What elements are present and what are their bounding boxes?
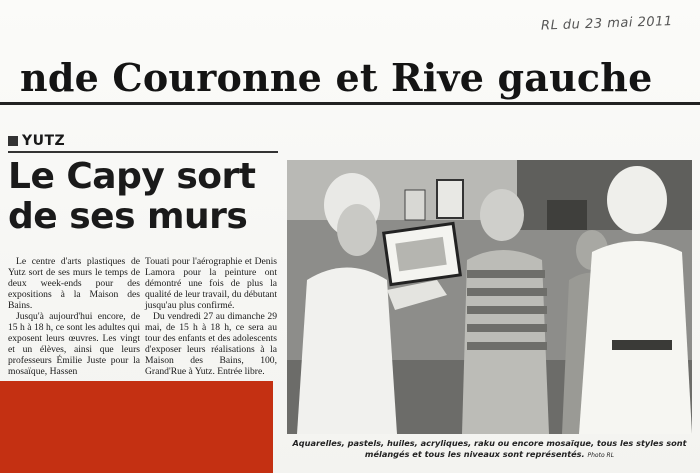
- article-column-2: [145, 256, 277, 377]
- paragraph: Le centre d'arts plastiques de Yutz sort de ses murs le temps de deux week-ends pour des expositions à la Maison des Bains.: [8, 256, 140, 311]
- rubric: [8, 133, 65, 149]
- red-overlay-block: [0, 381, 273, 473]
- rubric-rule: [8, 151, 278, 153]
- rubric-square-icon: [8, 136, 18, 146]
- photo-credit: Photo RL: [587, 452, 615, 459]
- photo-illustration: [287, 160, 692, 434]
- paragraph: Touati pour l'aérographie et Denis Lamora pour la peinture ont démontré une fois de plus la qualité de leur travail, du débutant jusqu'au plus confirmé.: [145, 256, 277, 311]
- article-column-1: [8, 256, 140, 377]
- rubric-label: YUTZ: [22, 133, 66, 149]
- paragraph: Jusqu'à aujourd'hui encore, de 15 h à 18 h, ce sont les adultes qui exposent leurs œuvres. Les vingt et un élèves, ainsi que leurs professeurs Émilie Juste pour la mosaïque, Hassen: [8, 311, 140, 377]
- headline-line-2: de ses murs: [8, 196, 248, 237]
- caption-text: Aquarelles, pastels, huiles, acryliques, raku ou encore mosaïque, tous les styles sont mélangés et tous les niveaux sont représentés.: [292, 438, 687, 459]
- banner-rule: [0, 102, 700, 105]
- article-headline: [8, 157, 278, 237]
- article-photo: [287, 160, 692, 434]
- paragraph: Du vendredi 27 au dimanche 29 mai, de 15 h à 18 h, ce sera au tour des enfants et des adolescents d'exposer leurs réalisations à la Maison des Bains, 100, Grand'Rue à Yutz. Entrée libre.: [145, 311, 277, 377]
- photo-caption: [287, 438, 692, 461]
- section-banner: nde Couronne et Rive gauche: [20, 55, 653, 100]
- headline-line-1: Le Capy sort: [8, 156, 256, 197]
- handwritten-date-note: RL du 23 mai 2011: [540, 14, 673, 34]
